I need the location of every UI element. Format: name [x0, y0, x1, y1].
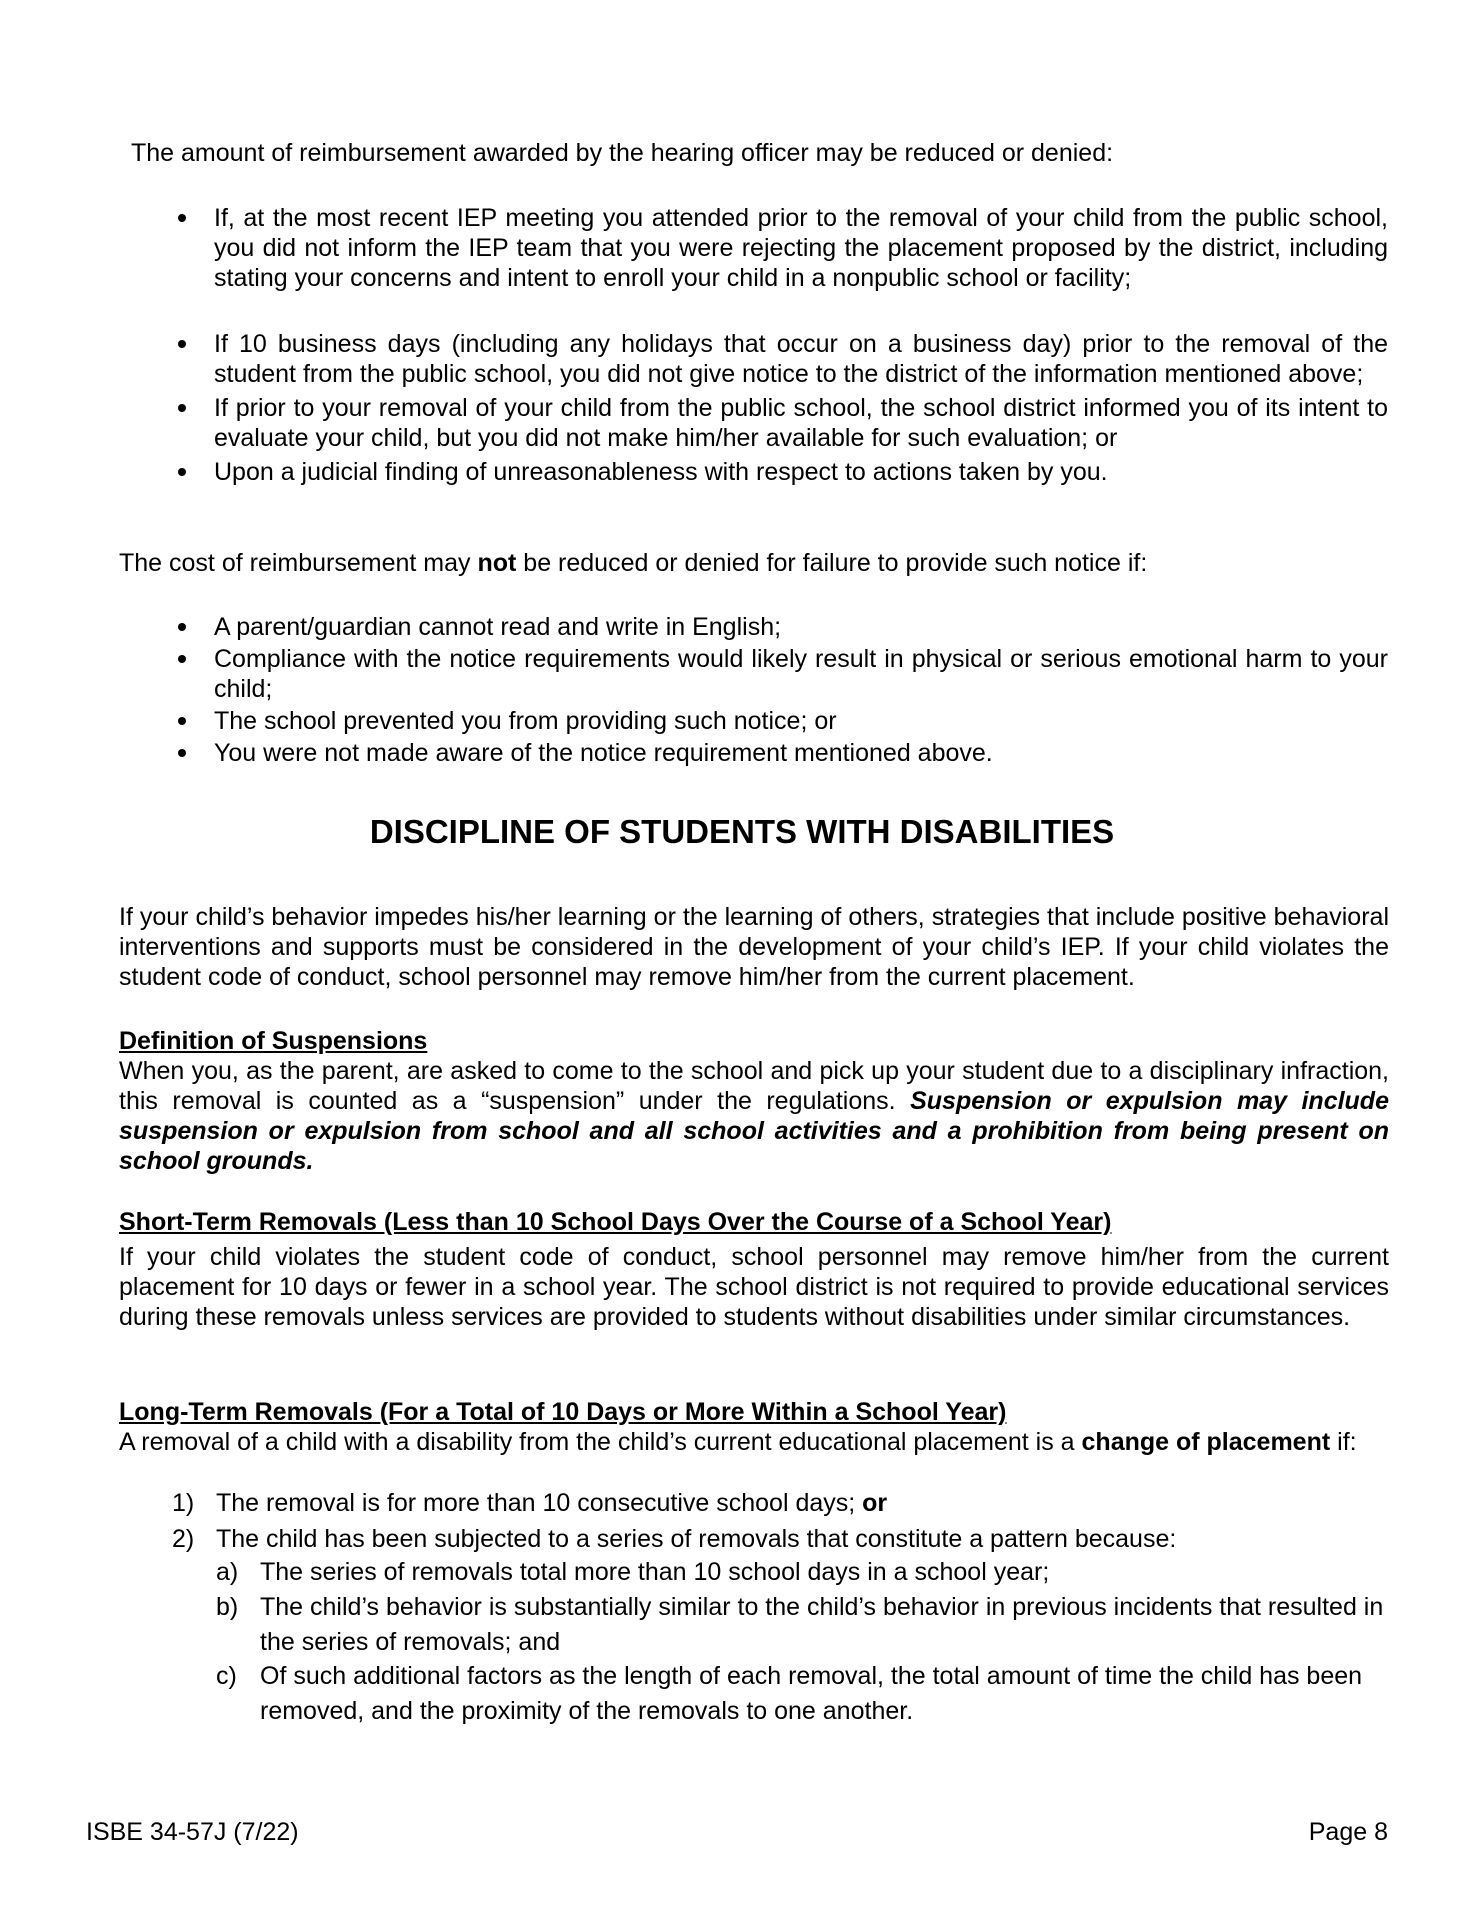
list-item: If, at the most recent IEP meeting you attended prior to the removal of your child from the public school, you did not inform the IEP team that you were rejecting the placement proposed by the district, including stating your concerns and intent to enroll your child in a nonpublic school or facility; [174, 203, 1388, 293]
list-item: If prior to your removal of your child from the public school, the school district informed you of its intent to evaluate your child, but you did not make him/her available for such evaluation; or [174, 393, 1388, 453]
short-term-text: If your child violates the student code of conduct, school personnel may remove him/her from the current placement for 10 days or fewer in a school year. The school district is not required to provide educational services during these removals unless services are provided to students without disabilities under similar circumstances. [119, 1243, 1389, 1331]
list-item: A parent/guardian cannot read and write in English; [174, 612, 1388, 642]
not-reduced-conditions-list [174, 612, 1388, 768]
cost-intro: The cost of reimbursement may not be reduced or denied for failure to provide such notice if: [119, 549, 1148, 577]
suspensions-section [119, 1026, 1389, 1176]
suspensions-emphasis: Suspension or expulsion may include suspension or expulsion from school and all school activities and a prohibition from being present on school grounds. [119, 1087, 1389, 1175]
sub-item-c: c) Of such additional factors as the length of each removal, the total amount of time the child has been removed, and the proximity of the removals to one another. [216, 1662, 1363, 1725]
discipline-intro: If your child’s behavior impedes his/her learning or the learning of others, strategies that include positive behavioral interventions and supports must be considered in the development of your child’s IEP. If your child violates the student code of conduct, school personnel may remove him/her from the current placement. [119, 903, 1389, 991]
form-id: ISBE 34-57J (7/22) [86, 1818, 299, 1846]
list-item: You were not made aware of the notice requirement mentioned above. [174, 738, 1388, 768]
long-term-title: Long-Term Removals (For a Total of 10 Days or More Within a School Year) [119, 1398, 1007, 1426]
reduced-conditions-list-2 [174, 329, 1388, 487]
document-page: The amount of reimbursement awarded by the hearing officer may be reduced or denied: If, at the most recent IEP meeting you attended prior to the removal of your child from the public school, you did not inform the IEP team that you were rejecting the placement proposed by the district, including stating your concerns and intent to enroll your child in a nonpublic school or facility; If 10 business days (including any holidays that occur on a business day) prior to the removal of the student from the public school, you did not give notice to the district of the information mentioned above; If prior to your removal of your child from the public school, the school district informed you of its intent to evaluate your child, but you did not make him/her available for such evaluation; or Upon a judicial finding of unreasonableness with respect to actions taken by you. The cost of reimbursement may not be reduced or denied for failure to provide such notice if: A parent/guardian cannot read and write in English; Compliance with the notice requirements would likely result in physical or serious emotional harm to your child; The school prevented you from providing such notice; or You were not made aware of the notice requirement mentioned above. DISCIPLINE OF STUDENTS WITH DISABILITIES If your child’s behavior impedes his/her learning or the learning of others, strategies that include positive behavioral interventions and supports must be considered in the development of your child’s IEP. If your child violates the student code of conduct, school personnel may remove him/her from the current placement. Definition of Suspensions When you, as the parent, are asked to come to the school and pick up your student due to a disciplinary infraction, this removal is counted as a “suspension” under the regulations. Suspension or expulsion may include suspension or expulsion from school and all school activities and a prohibition from being present on school grounds. Short-Term Removals (Less than 10 School Days Over the Course of a School Year) If your child violates the student code of conduct, school personnel may remove him/her from the current placement for 10 days or fewer in a school year. The school district is not required to provide educational services during these removals unless services are provided to students without disabilities under similar circumstances. Long-Term Removals (For a Total of 10 Days or More Within a School Year) A removal of a child with a disability from the child’s current educational placement is a change of placement if: 1) The removal is for more than 10 consecutive school days; or 2) The child has been subjected to a series of removals that constitute a pattern because: a) The series of removals total more than 10 school days in a school year; b) The child’s behavior is substantially similar to the child’s behavior in previous incidents that resulted in the series of removals; and c) Of such additional factors as the length of each removal, the total amount of time the child has been removed, and the proximity of the removals to one another. ISBE 34-57J (7/22) Page 8 [0, 0, 1484, 1920]
reimbursement-intro: The amount of reimbursement awarded by the hearing officer may be reduced or denied: [131, 139, 1114, 167]
short-term-title: Short-Term Removals (Less than 10 School Days Over the Course of a School Year) [119, 1208, 1112, 1236]
section-heading: DISCIPLINE OF STUDENTS WITH DISABILITIES [369, 813, 1115, 850]
list-item: If 10 business days (including any holidays that occur on a business day) prior to the removal of the student from the public school, you did not give notice to the district of the information mentioned above; [174, 329, 1388, 389]
list-item: Compliance with the notice requirements would likely result in physical or serious emotional harm to your child; [174, 644, 1388, 704]
sub-item-a: a) The series of removals total more than 10 school days in a school year; [216, 1558, 1050, 1586]
list-item: Upon a judicial finding of unreasonableness with respect to actions taken by you. [174, 457, 1388, 487]
reduced-conditions-list [174, 203, 1388, 293]
suspensions-text: When you, as the parent, are asked to come to the school and pick up your student due to a disciplinary infraction, this removal is counted as a “suspension” under the regulations. [119, 1057, 1389, 1115]
page-number: Page 8 [1308, 1818, 1388, 1846]
long-term-section: Long-Term Removals (For a Total of 10 Days or More Within a School Year) A removal of a child with a disability from the child’s current educational placement is a change of placement if: [119, 1398, 1357, 1456]
sub-item-b: b) The child’s behavior is substantially similar to the child’s behavior in previous incidents that resulted in the series of removals; and [216, 1593, 1384, 1656]
suspensions-title: Definition of Suspensions [119, 1027, 428, 1055]
list-item: The school prevented you from providing such notice; or [174, 706, 1388, 736]
